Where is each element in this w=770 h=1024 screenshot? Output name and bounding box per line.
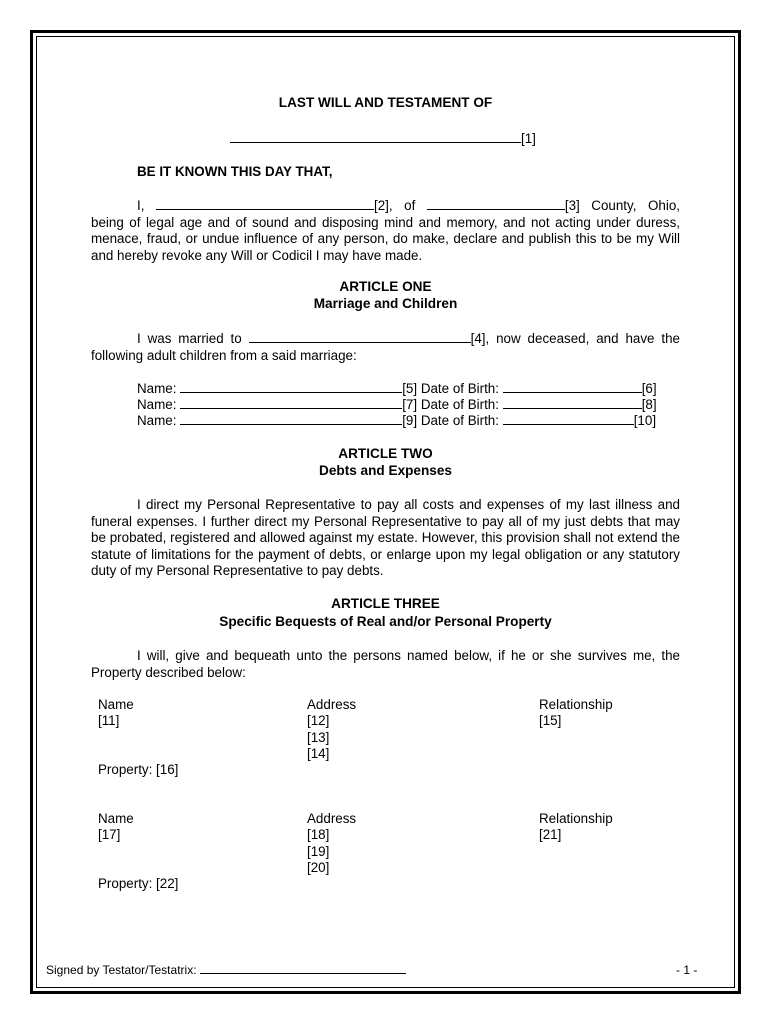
children-intro: following adult children from a said marriage: — [91, 347, 357, 363]
testator-name-blank[interactable] — [230, 130, 521, 143]
field-ref-19: [19] — [307, 844, 330, 859]
article-two-title: ARTICLE TWO — [338, 446, 433, 461]
intro-first-line — [91, 197, 680, 215]
child-row — [137, 396, 657, 413]
child-name-label: Name: — [137, 397, 177, 412]
article-three-title: ARTICLE THREE — [331, 596, 440, 611]
field-ref-2: [2], — [374, 198, 393, 213]
article-one-subtitle: Marriage and Children — [313, 296, 458, 311]
bequest-name-header: Name — [98, 697, 134, 712]
child-row — [137, 412, 656, 429]
article-three-subtitle: Specific Bequests of Real and/or Personal Property — [219, 614, 552, 629]
intro-body: being of legal age and of sound and disposing mind and memory, and not acting under duress, menace, fraud, or undue influence of any person, do make, declare and publish this to be my Will and hereby revoke any Will or Codicil I may have made. — [91, 214, 680, 263]
child-dob-label: Date of Birth: — [420, 413, 499, 428]
signature-blank[interactable] — [200, 963, 406, 974]
bequest-relationship-header: Relationship — [539, 811, 613, 826]
married-label: I was married to — [137, 331, 242, 346]
field-ref-13: [13] — [307, 730, 330, 745]
child-dob-blank[interactable] — [503, 380, 642, 393]
signature-line — [46, 963, 406, 977]
child-row — [137, 380, 657, 397]
county-blank[interactable] — [427, 197, 565, 210]
intro-i-label: I, — [137, 198, 145, 213]
married-line — [91, 330, 680, 348]
field-ref-6: [6] — [641, 381, 657, 396]
child-name-blank[interactable] — [180, 380, 402, 393]
field-ref-8: [8] — [641, 397, 657, 412]
spouse-blank[interactable] — [249, 330, 471, 343]
article-one-title: ARTICLE ONE — [339, 279, 432, 294]
article-three-body: I will, give and bequeath unto the persons named below, if he or she survives me, the Property described below: — [91, 648, 680, 680]
child-dob-label: Date of Birth: — [420, 397, 499, 412]
article-one-paragraph — [91, 330, 680, 364]
field-ref-15: [15] — [539, 713, 562, 728]
field-ref-9: [9] — [402, 413, 418, 428]
field-ref-12: [12] — [307, 713, 330, 728]
child-name-blank[interactable] — [180, 396, 402, 409]
known-line: BE IT KNOWN THIS DAY THAT, — [137, 164, 333, 179]
child-name-blank[interactable] — [180, 412, 402, 425]
signed-by-label: Signed by Testator/Testatrix: — [46, 963, 197, 977]
child-name-label: Name: — [137, 381, 177, 396]
field-ref-18: [18] — [307, 827, 330, 842]
bequest-property: Property: [22] — [98, 876, 179, 891]
field-ref-20: [20] — [307, 860, 330, 875]
bequest-relationship-header: Relationship — [539, 697, 613, 712]
field-ref-1: [1] — [521, 131, 536, 146]
testator-name-blank-2[interactable] — [156, 197, 374, 210]
article-two-subtitle: Debts and Expenses — [319, 463, 452, 478]
child-dob-label: Date of Birth: — [420, 381, 499, 396]
intro-of-label: of — [404, 198, 416, 213]
child-dob-blank[interactable] — [503, 412, 634, 425]
bequest-address-header: Address — [307, 811, 357, 826]
child-name-label: Name: — [137, 413, 177, 428]
intro-paragraph — [91, 197, 680, 264]
page-number: - 1 - — [676, 963, 698, 977]
field-ref-17: [17] — [98, 827, 121, 842]
field-ref-4: [4], now deceased, and have the — [470, 331, 680, 346]
document-title: LAST WILL AND TESTAMENT OF — [278, 95, 493, 110]
testator-name-field[interactable] — [230, 130, 536, 147]
field-ref-7: [7] — [402, 397, 418, 412]
field-ref-11: [11] — [98, 713, 120, 728]
article-two-body: I direct my Personal Representative to pay all costs and expenses of my last illness and funeral expenses. I further direct my Personal Representative to pay all of my just debts that may be probated, registered and allowed against my estate. However, this provision shall not extend the statute of limitations for the payment of debts, or enlarge upon my legal obligation or any statutory duty of my Personal Representative to pay debts. — [91, 497, 680, 579]
field-ref-10: [10] — [633, 413, 657, 428]
field-ref-5: [5] — [402, 381, 418, 396]
bequest-address-header: Address — [307, 697, 357, 712]
child-dob-blank[interactable] — [503, 396, 642, 409]
field-ref-3: [3] County, Ohio, — [564, 198, 680, 213]
field-ref-21: [21] — [539, 827, 562, 842]
field-ref-14: [14] — [307, 746, 330, 761]
bequest-name-header: Name — [98, 811, 134, 826]
bequest-property: Property: [16] — [98, 762, 179, 777]
